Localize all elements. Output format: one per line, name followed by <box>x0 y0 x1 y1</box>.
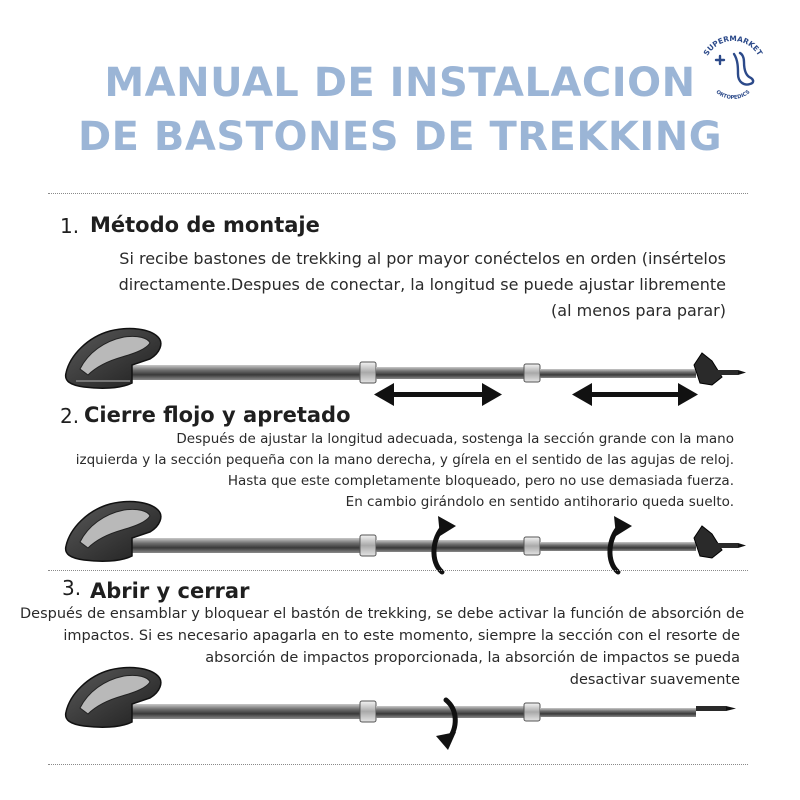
section-1-line-3: (al menos para parar) <box>551 301 726 320</box>
section-3-line-1: Después de ensamblar y bloquear el bastón de trekking, se debe activar la función de absorción de <box>20 606 745 622</box>
section-1-line-2: directamente.Despues de conectar, la longitud se puede ajustar libremente <box>118 275 726 294</box>
section-2-title: Cierre flojo y apretado <box>84 403 351 427</box>
trekking-pole-icon <box>66 329 746 389</box>
section-1-title: Método de montaje <box>90 213 320 237</box>
double-arrow-icon <box>572 383 698 406</box>
section-2-line-4: En cambio girándolo en sentido antihorario queda suelto. <box>345 494 734 510</box>
divider-middle <box>48 570 748 571</box>
section-1-text <box>46 246 726 324</box>
logo-text-top: SUPERMARKET <box>701 33 765 58</box>
section-2-line-2: izquierda y la sección pequeña con la mano derecha, y gírela en el sentido de las agujas de reloj. <box>75 452 734 468</box>
section-3-title: Abrir y cerrar <box>90 579 250 603</box>
logo-text-bottom: ORTOPEDICS <box>714 89 752 102</box>
section-3-line-2: impactos. Si es necesario apagarla en to este momento, siempre la sección con el resorte de <box>63 628 740 644</box>
trekking-pole-icon <box>66 502 746 562</box>
section-2-line-1: Después de ajustar la longitud adecuada, sostenga la sección grande con la mano <box>176 431 734 447</box>
trekking-pole-icon <box>66 668 736 728</box>
divider-top <box>48 193 748 194</box>
section-2-line-3: Hasta que este completamente bloqueado, pero no use demasiada fuerza. <box>227 473 734 489</box>
foot-with-cross-icon <box>716 53 753 85</box>
divider-bottom <box>48 764 748 765</box>
section-1-number: 1. <box>60 214 80 238</box>
brand-logo <box>694 30 772 108</box>
section-1-illustration <box>0 325 800 415</box>
section-3-illustration <box>0 660 800 750</box>
page-title-line-1: MANUAL DE INSTALACION <box>104 60 696 106</box>
section-2-number: 2. <box>60 404 80 428</box>
page-title-line-2: DE BASTONES DE TREKKING <box>77 114 723 160</box>
section-1-line-1: Si recibe bastones de trekking al por mayor conéctelos en orden (insértelos <box>119 249 726 268</box>
section-2-illustration <box>0 500 800 590</box>
svg-text:ORTOPEDICS <box>715 89 752 101</box>
section-3-line-4: desactivar suavemente <box>569 672 740 688</box>
section-3-line-3: absorción de impactos proporcionada, la absorción de impactos se pueda <box>205 650 740 666</box>
section-3-number: 3. <box>62 576 82 600</box>
double-arrow-icon <box>374 383 502 406</box>
